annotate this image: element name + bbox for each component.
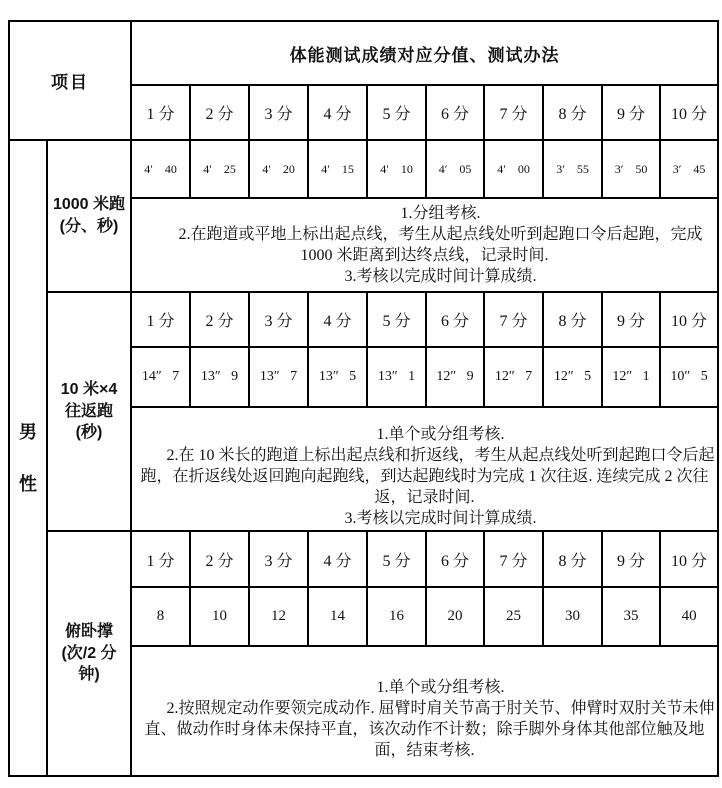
item-label-line: 俯卧撑: [64, 623, 113, 641]
score-col-header: 8 分: [543, 85, 602, 140]
value-cell: 4′ 15: [308, 140, 367, 198]
score-col-header: 5 分: [367, 292, 426, 347]
score-col-header: 9 分: [602, 531, 660, 587]
value-cell: 12″ 7: [484, 347, 543, 407]
value-cell: 12″ 5: [543, 347, 602, 407]
score-col-header: 7 分: [484, 292, 543, 347]
value-cell: 4′ 25: [190, 140, 249, 198]
score-col-header: 2 分: [190, 531, 249, 587]
score-col-header: 10 分: [660, 85, 718, 140]
value-cell: 4′ 40: [131, 140, 190, 198]
score-col-header: 3 分: [249, 85, 308, 140]
value-cell: 13″ 7: [249, 347, 308, 407]
value-cell: 16: [367, 587, 426, 646]
score-col-header: 3 分: [249, 531, 308, 587]
value-cell: 35: [602, 587, 660, 646]
score-col-header: 6 分: [426, 85, 484, 140]
score-col-header: 10 分: [660, 292, 718, 347]
row-1000m-values: [9, 140, 718, 198]
value-cell: 13″ 1: [367, 347, 426, 407]
score-col-header: 10 分: [660, 531, 718, 587]
method-cell-pushup: [131, 646, 718, 776]
fitness-test-table: [8, 20, 719, 777]
method-step: 2.在 10 米长的跑道上标出起点线和折返线，考生从起点线处听到起跑口令后起跑，在折返线处返回跑向起跑线，到达起跑线时为完成 1 次往返. 连续完成 2 次往返，记录时间.: [140, 446, 715, 506]
gender-char-2: 性: [19, 474, 37, 494]
row-pushup-score-header: [9, 531, 718, 587]
value-cell: 3′ 45: [660, 140, 718, 198]
method-step: 1.分组考核.: [400, 205, 481, 222]
value-cell: 4′ 10: [367, 140, 426, 198]
fitness-test-table-sheet: [8, 20, 717, 777]
value-cell: 13″ 9: [190, 347, 249, 407]
value-cell: 12″ 9: [426, 347, 484, 407]
score-col-header: 1 分: [131, 292, 190, 347]
item-label-pushup: [47, 531, 131, 776]
score-col-header: 3 分: [249, 292, 308, 347]
score-col-header: 2 分: [190, 85, 249, 140]
score-col-header: 1 分: [131, 85, 190, 140]
value-cell: 30: [543, 587, 602, 646]
method-step: 2.在跑道或平地上标出起点线，考生从起点线处听到起跑口令后起跑，完成 1000 米距离到达终点线，记录时间.: [178, 226, 703, 264]
item-label-line: 往返跑: [64, 402, 113, 420]
score-col-header: 9 分: [602, 85, 660, 140]
value-cell: 12: [249, 587, 308, 646]
value-cell: 3′ 55: [543, 140, 602, 198]
value-cell: 25: [484, 587, 543, 646]
score-col-header: 8 分: [543, 531, 602, 587]
score-col-header: 1 分: [131, 531, 190, 587]
item-label-line: (次/2 分: [61, 644, 117, 662]
score-col-header: 4 分: [308, 531, 367, 587]
method-step: 3.考核以完成时间计算成绩.: [344, 268, 537, 285]
score-col-header: 7 分: [484, 85, 543, 140]
value-cell: 40: [660, 587, 718, 646]
value-cell: 14″ 7: [131, 347, 190, 407]
value-cell: 13″ 5: [308, 347, 367, 407]
method-step: 1.单个或分组考核.: [376, 425, 505, 443]
value-cell: 4′ 05: [426, 140, 484, 198]
score-col-header: 6 分: [426, 531, 484, 587]
item-label-line: (分、秒): [59, 218, 119, 235]
item-label-shuttle: [47, 292, 131, 531]
item-label-line: (秒): [75, 424, 103, 442]
row-shuttle-score-header: [9, 292, 718, 347]
score-col-header: 4 分: [308, 292, 367, 347]
value-cell: 10″ 5: [660, 347, 718, 407]
score-col-header: 8 分: [543, 292, 602, 347]
method-step: 1.单个或分组考核.: [376, 679, 505, 696]
value-cell: 20: [426, 587, 484, 646]
project-header-cell: 项目: [9, 21, 131, 140]
gender-char-1: 男: [19, 422, 37, 442]
header-row-title: [9, 21, 718, 85]
method-cell-shuttle: [131, 407, 718, 531]
score-col-header: 5 分: [367, 531, 426, 587]
value-cell: 8: [131, 587, 190, 646]
score-col-header: 2 分: [190, 292, 249, 347]
value-cell: 14: [308, 587, 367, 646]
value-cell: 12″ 1: [602, 347, 660, 407]
value-cell: 10: [190, 587, 249, 646]
item-label-line: 1000 米跑: [52, 196, 126, 214]
score-col-header: 9 分: [602, 292, 660, 347]
method-step: 2.按照规定动作要领完成动作. 屈臂时肩关节高于肘关节、伸臂时双肘关节未伸直、做动作时身体未保持平直，该次动作不计数；除手脚外身体其他部位触及地面，结束考核.: [144, 700, 715, 759]
score-col-header: 5 分: [367, 85, 426, 140]
item-label-line: 10 米×4: [60, 381, 118, 399]
method-step: 3.考核以完成时间计算成绩.: [344, 509, 537, 527]
value-cell: 3′ 50: [602, 140, 660, 198]
item-label-1000m: [47, 140, 131, 292]
score-col-header: 7 分: [484, 531, 543, 587]
item-label-line: 钟): [78, 666, 100, 684]
score-col-header: 6 分: [426, 292, 484, 347]
score-col-header: 4 分: [308, 85, 367, 140]
method-cell-1000m: [131, 198, 718, 292]
value-cell: 4′ 20: [249, 140, 308, 198]
value-cell: 4′ 00: [484, 140, 543, 198]
table-title-cell: 体能测试成绩对应分值、测试办法: [131, 21, 718, 85]
gender-male-cell: [9, 140, 47, 776]
